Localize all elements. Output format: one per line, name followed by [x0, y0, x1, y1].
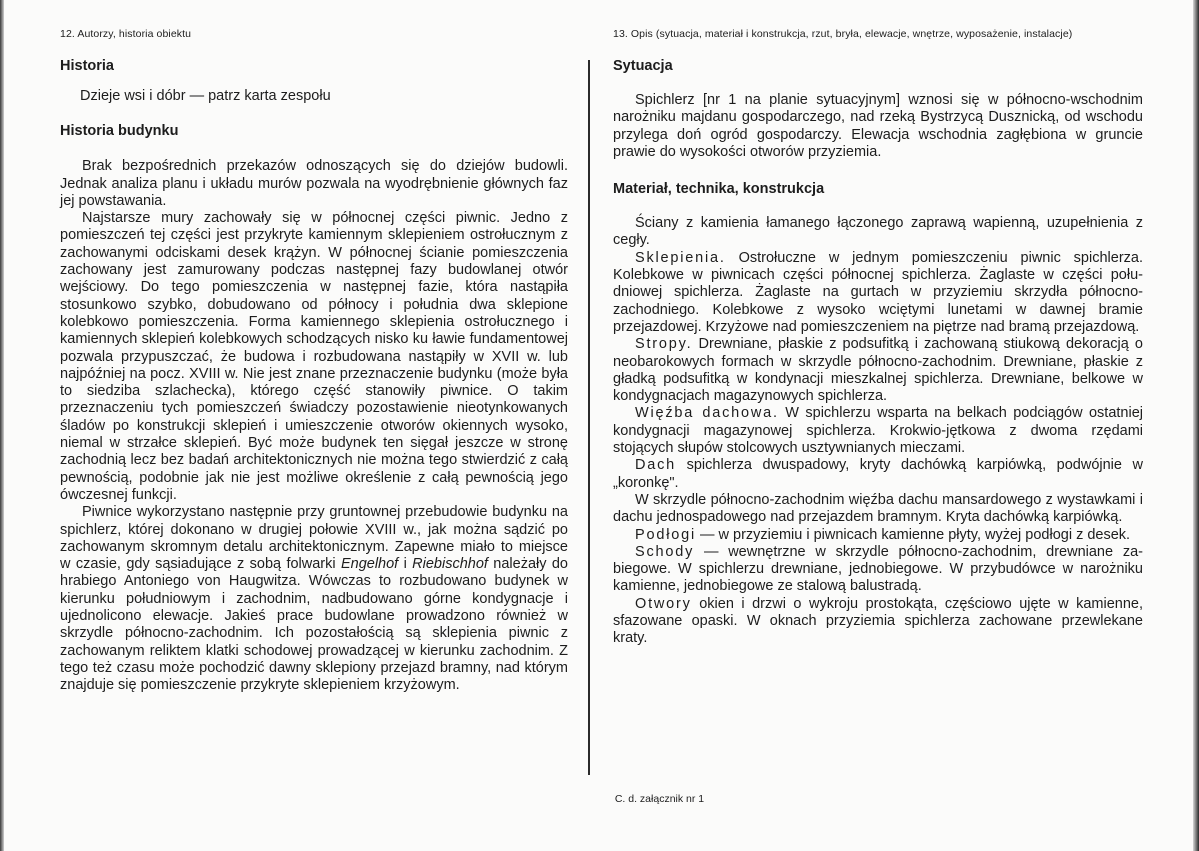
paragraph-3-part-a: Piwnice wykorzystano następnie przy gruntownej przebudowie budynku na spichlerz, której dokonano w drugiej połowie XVIII w., jak można sądzić po zachowanym skromnym detalu architektonicznym. Zapewne miało to miejsce w czasie, gdy sąsiadujące z sobą folwarki — [60, 504, 568, 573]
construction-item — [613, 336, 1143, 405]
page-footer: C. d. załącznik nr 1 — [614, 793, 705, 805]
construction-item — [613, 596, 1143, 648]
construction-item — [613, 250, 1143, 336]
construction-item — [613, 492, 1143, 527]
left-column-header: 12. Autorzy, historia obiektu — [60, 28, 192, 40]
place-name-riebischhof: Riebischhof — [412, 556, 488, 573]
paragraph-3-part-c: należały do hrabiego Antoniego von Haugwitza. Wówczas to rozbudowano budynek w kierunku południowym i zachodnim, nadbudowano górne kondygnacje i ujednolicono elewacje. Jakieś prace budowlane prowadzono również w skrzydle północno-zachodnim. Ich pozostałością są sklepienia piwnic z zachowanym reliktem klatki schodowej prowadzącej w kierunku zachodnim. Z tego też czasu może pochodzić dawny sklepiony przejazd bramny, nad którym znajduje się pomieszczenie przykryte sklepieniem krzyżowym. — [60, 556, 568, 694]
construction-item-text: — wewnętrzne w skrzydle północno-zachodnim, drewniane zabiegowe. W spichlerzu drewniane, jednobiegowe. W przybudówce w narożniku kamienne, jednobiegowe ze stalową balustradą. — [613, 543, 1143, 595]
section-title-material: Materiał, technika, konstrukcja — [613, 181, 825, 198]
construction-item-term: Otwory — [635, 595, 692, 612]
column-divider — [588, 60, 590, 775]
construction-item-text: W skrzydle północno-zachodnim więźba dachu mansardowego z wystawkami i dachu jednospadowego nad przejazdem bramnym. Kryta dachówką karpiówką. — [613, 491, 1143, 526]
construction-item-term: Stropy. — [635, 336, 693, 353]
construction-item-term: Dach — [635, 457, 677, 474]
construction-item — [613, 544, 1143, 596]
construction-item-text: okien i drzwi o wykroju prostokąta, częściowo ujęte w kamienne, sfazowane opaski. W oknach przyziemia spichlerza zachowane przewlekane kraty. — [613, 595, 1143, 647]
construction-item — [613, 457, 1143, 492]
construction-item — [613, 405, 1143, 457]
section-title-historia: Historia — [60, 58, 114, 74]
construction-item-term: Podłogi — [635, 526, 696, 543]
left-column — [60, 28, 568, 695]
paragraph-2: Najstarsze mury zachowały się w północnej części piwnic. Jedno z pomieszczeń tej części jest przykryte kamiennym sklepieniem ostrołucznym z zachowanymi odciskami desek krążyn. W północnej ścianie pomieszczenia zachowany jest zamurowany podczas następnej fazy budowlanej otwór wejściowy. Do tego pomieszczenia w następnej fazie, która nastąpiła stosunkowo szybko, dobudowano od północy i południa dwa sklepione kolebkowo pomieszczenia. Forma kamiennego sklepienia ostrołucznego i kamiennych sklepień kolebkowych schodzących nisko ku ławie fundamentowej pozwala przypuszczać, że budowa i rozbudowana nastąpiły w XVII w. lub najpóźniej na pocz. XVIII w. Nie jest znane przeznaczenie budynku (może była to siedziba szlachecka), którego część stanowiły piwnice. O takim przeznaczeniu tych pomieszczeń świadczy pozostawienie nieotynkowanych śladów po konstrukcji sklepień i umieszczenie otworów okiennych wysoko, niemal w strzałce sklepień. Być może budynek ten sięgał jeszcze w stronę zachodnią lecz bez badań architektonicznych nie można tego stwierdzić z całą pewnością, podobnie jak nie jest możliwe określenie z całą pewnością jego ówczesnej funkcji. — [60, 210, 568, 503]
construction-item-text: — w przyziemiu i piwnicach kamienne płyty, wyżej podłogi z desek. — [695, 526, 1131, 543]
construction-item-text: W spichlerzu wsparta na belkach podciągów ostatniej kondygnacji magazynowej spichlerza. Krokwio-jętkowa z dwoma rzędami stojących słupów stolcowych usztywnianych mieczami. — [613, 405, 1143, 457]
construction-items — [613, 250, 1143, 648]
construction-item — [613, 527, 1143, 544]
scan-edge-right — [1193, 0, 1199, 851]
right-column — [613, 28, 1143, 648]
construction-item-term: Schody — [635, 543, 695, 560]
paragraph-1: Brak bezpośrednich przekazów odnoszących się do dziejów budowli. Jednak analiza planu i układu murów pozwala na wyodrębnienie głównych faz jej powstawania. — [60, 158, 568, 209]
sytuacja-text: Spichlerz [nr 1 na planie sytuacyjnym] wznosi się w północno-wschodnim narożniku majdanu gospodarczego, nad rzeką Bystrzycą Dusznicką, od wschodu przylega doń ogród gospodarczy. Elewacja wschodnia zagłębiona w gruncie prawie do wysokości otworów przyziemia. — [613, 92, 1143, 160]
construction-item-term: Sklepienia. — [635, 249, 726, 266]
sciany-text: Ściany z kamienia łamanego łączonego zaprawą wapienną, uzupełnienia z cegły. — [613, 215, 1143, 249]
section-title-sytuacja: Sytuacja — [613, 58, 673, 74]
right-column-header: 13. Opis (sytuacja, materiał i konstrukcja, rzut, bryła, elewacje, wnętrze, wyposażenie, instalacje) — [613, 28, 1073, 40]
construction-item-text: spichlerza dwuspadowy, kryty dachówką karpiówką, podwójnie w „koronkę". — [613, 457, 1143, 491]
paragraph-3-part-b: i — [398, 556, 413, 573]
scan-edge-left — [0, 0, 4, 851]
paragraph-3 — [60, 504, 568, 694]
construction-item-text: Ostrołuczne w jednym pomieszczeniu piwnic spichlerza. Kolebkowe w piwnicach części północnej spichlerza. Żaglaste w części południowej spichlerza. Żaglaste na gurtach w przyziemiu skrzydła północnozachodniego. Kolebkowe z wysoko wciętymi lunetami w dawnej bramie przejazdowej. Krzyżowe nad pomieszczeniem na piętrze nad bramą przejazdową. — [613, 249, 1143, 335]
construction-item-text: Drewniane, płaskie z podsufitką i zachowaną stiukową dekoracją o neobarokowych formach w skrzydle północno-zachodnim. Drewniane, płaskie z gładką podsufitką w kondynacji mieszkalnej spichlerza. Drewniane, belkowe w kondygnacjach magazynowych spichlerza. — [613, 336, 1143, 405]
place-name-engelhof: Engelhof — [340, 556, 399, 573]
section-title-historia-budynku: Historia budynku — [60, 123, 179, 140]
construction-item-term: Więźba dachowa. — [635, 405, 779, 422]
historia-text: Dzieje wsi i dóbr — patrz karta zespołu — [80, 88, 331, 104]
